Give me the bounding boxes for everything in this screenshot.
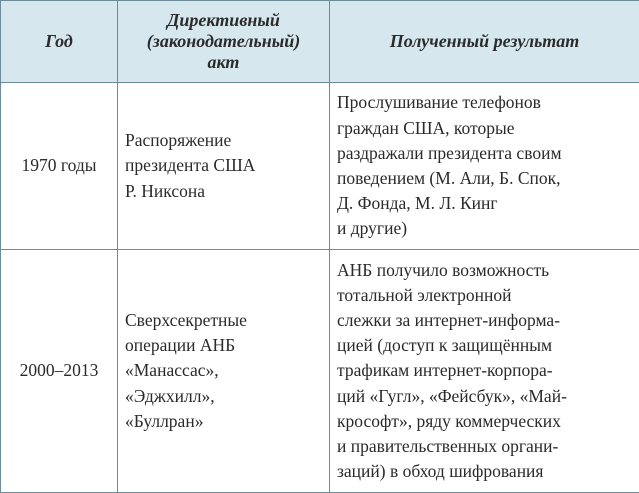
act-line: Распоряжение [125,128,329,153]
header-act-line-2: (законодательный) [118,31,329,52]
act-line: Р. Никсона [125,179,329,204]
result-line: крософт», ряду коммерческих [337,409,635,434]
result-line: поведением (М. Али, Б. Спок, [337,166,635,191]
table-row [1,83,639,250]
result-line: граждан США, которые [337,116,635,141]
result-line: АНБ получило возможность [337,258,635,283]
cell-result [330,83,639,250]
result-line: слежки за интернет-информа- [337,308,635,333]
act-line: Сверхсекретные [125,308,329,333]
result-line: Прослушивание телефонов [337,90,635,115]
year-text: 1970 годы [21,155,96,175]
cell-act [118,250,330,493]
result-line: заций) в обход шифрования [337,459,635,484]
result-line: ций «Гугл», «Фейсбук», «Май- [337,384,635,409]
header-row [1,1,639,83]
result-line: и другие) [337,216,635,241]
act-line: «Буллран» [125,409,329,434]
header-result [330,1,639,83]
act-line: «Манассас», [125,358,329,383]
cell-year [1,83,118,250]
result-line: трафикам интернет-корпора- [337,358,635,383]
act-line: «Эджхилл», [125,384,329,409]
result-line: цией (доступ к защищённым [337,333,635,358]
header-year [1,1,118,83]
header-act [118,1,330,83]
cell-year [1,250,118,493]
cell-act [118,83,330,250]
result-line: и правительственных органи- [337,434,635,459]
header-result-label: Полученный результат [390,31,580,51]
cell-result [330,250,639,493]
header-act-line-1: Директивный [118,10,329,31]
act-line: президента США [125,153,329,178]
header-year-label: Год [45,31,73,51]
result-line: Д. Фонда, М. Л. Кинг [337,191,635,216]
act-line: операции АНБ [125,333,329,358]
year-text: 2000–2013 [20,360,99,380]
header-act-line-3: акт [118,52,329,73]
result-line: тотальной электронной [337,283,635,308]
table-row [1,250,639,493]
result-line: раздражали президента своим [337,141,635,166]
